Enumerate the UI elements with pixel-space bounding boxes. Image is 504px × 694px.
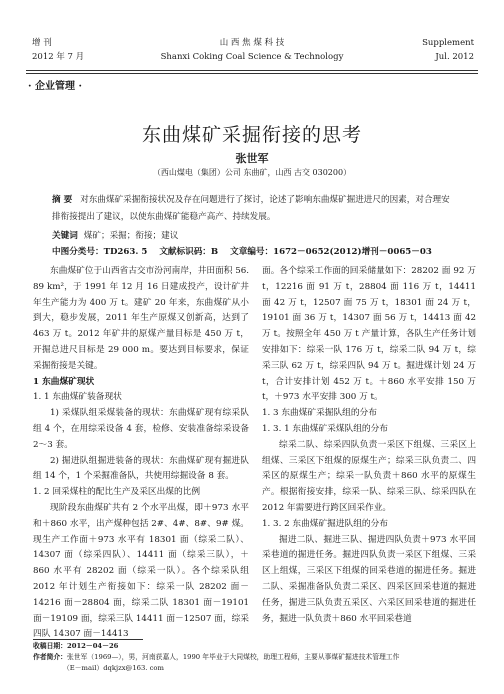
keywords-label: 关键词 xyxy=(52,231,78,241)
journal-name-en: Shanxi Coking Coal Science & Technology xyxy=(160,52,344,62)
author-affiliation: （西山煤电（集团）公司 东曲矿，山西 古交 030200） xyxy=(152,168,352,177)
section-heading: 1. 2 回采煤柱的配比生产及采区出煤的比例 xyxy=(33,487,201,498)
author-name: 张世军 xyxy=(235,152,269,165)
issue-date: 2012 年 7 月 xyxy=(32,52,85,62)
article-number: 文章编号：1672－0652(2012)增刊－0065－03 xyxy=(230,247,432,257)
body-paragraph: 现阶段东曲煤矿共有 2 个水平出煤，即＋973 水平和＋860 水平，出产煤种包括 2#、4#、8#、9# 煤。现生产工作面＋973 水平有 18301 面（综采二队）、14307 面（综采四队）、14411 面（综采三队），＋860 水平有 28202 面（综采一队）。各个综采队组 2012 年计划生产衔接如下：综采一队 28202 面－14216 面－28804 面，综采二队 18301 面－19101 面－19109 面，综采三队 14411 面－12507 面，综采四队 14307 面－14413 xyxy=(33,502,249,640)
abstract xyxy=(52,192,458,226)
body-right-column xyxy=(262,264,476,627)
body-paragraph: 2) 掘进队组掘进装备的现状：东曲煤矿现有掘进队组 14 个，1 个采掘准备队，共使用综掘设备 8 套。 xyxy=(33,455,249,482)
keywords-text: 煤矿；采掘；衔接；建议 xyxy=(83,231,179,241)
issue-info-en xyxy=(422,36,474,64)
section-heading: 1 东曲煤矿现状 xyxy=(33,376,95,387)
body-left-column xyxy=(33,264,249,643)
author-bio-label: 作者简介： xyxy=(33,653,67,661)
header-rule-thin xyxy=(26,73,478,74)
section-heading: 1. 1 东曲煤矿装备现状 xyxy=(33,392,122,403)
supplement-label: Supplement xyxy=(422,38,474,48)
article-title: 东曲煤矿采掘衔接的思考 xyxy=(141,124,362,146)
body-paragraph: 1) 采煤队组采煤装备的现状：东曲煤矿现有综采队组 4 个，在用综采设备 4 套，检修、安装准备综采设备 2～3 套。 xyxy=(33,408,249,450)
journal-name xyxy=(26,36,478,64)
abstract-text: 对东曲煤矿采掘衔接状况及存在问题进行了探讨，论述了影响东曲煤矿掘进进尺的因素，对合理安排衔接提出了建议，以使东曲煤矿能稳产高产、持续发展。 xyxy=(52,195,450,222)
document-code: 文献标识码：B xyxy=(159,247,219,257)
section-heading: 1. 3 东曲煤矿采掘队组的分布 xyxy=(262,408,377,419)
section-label: · 企业管理 · xyxy=(28,81,82,92)
author-bio: 张世军（1969—），男，河南获嘉人，1990 年毕业于大同煤校，助理工程师，主要从事煤矿掘进技术管理工作 xyxy=(66,653,400,661)
issue-label: 增 刊 xyxy=(32,38,52,48)
body-paragraph: 综采二队、综采四队负责一采区下组煤、三采区上组煤、三采区下组煤的原煤生产；综采三队负责二、四采区的原煤生产；综采一队负责＋860 水平的原煤生产。根据衔接安排，综采一队、综采三队、综采四队在 2012 年需要进行跨区回采作业。 xyxy=(262,439,476,513)
body-paragraph: 面。各个综采工作面的回采储量如下：28202 面 92 万 t，12216 面 91 万 t，28804 面 116 万 t，14411 面 42 万 t，12507 面 75 万 t，18301 面 24 万 t，19101 面 36 万 t，14307 面 56 万 t，14413 面 42 万 t。按照全年 450 万 t 产量计算，各队生产任务计划安排如下：综采一队 176 万 t，综采二队 94 万 t，综采三队 62 万 t，综采四队 94 万 t。掘进煤计划 24 万 t，合计安排计划 452 万 t。＋860 水平安排 150 万 t，＋973 水平安排 300 万 t。 xyxy=(262,266,476,403)
body-paragraph: 掘进二队、掘进三队、掘进四队负责＋973 水平回采巷道的掘进任务。掘进四队负责一采区下组煤、三采区上组煤，三采区下组煤的回采巷道的掘进任务。掘进二队、采掘准备队负责二采区、四采区回采巷道的掘进任务，掘进三队负责五采区、六采区回采巷道的掘进任务，掘进一队负责＋860 水平回采巷道 xyxy=(262,534,476,624)
author-email: （E－mail）dqkjzx@163. com xyxy=(63,664,164,672)
classification xyxy=(52,245,450,257)
keywords xyxy=(52,229,178,241)
body-paragraph: 东曲煤矿位于山西省古交市汾河南岸，井田面积 56. 89 km²，于 1991 年 12 月 16 日建成投产，设计矿井年生产能力为 400 万 t。建矿 20 年来，东曲煤矿从小到大，稳步发展，2011 年生产原煤又创新高，达到了 463 万 t。2012 年矿井的原煤产量目标是 450 万 t，开掘总进尺目标是 29 000 m。要达到目标要求，保证采掘衔接是关键。 xyxy=(33,266,250,371)
page-header xyxy=(26,36,478,70)
clc-number: 中图分类号：TD263. 5 xyxy=(52,247,148,257)
header-rule-thick xyxy=(26,70,478,71)
footnote-rule xyxy=(33,639,143,640)
journal-name-cn: 山 西 焦 煤 科 技 xyxy=(219,38,285,48)
section-heading: 1. 3. 2 东曲煤矿掘进队组的分布 xyxy=(262,518,388,529)
received-date: 收稿日期：2012－04－26 xyxy=(33,642,119,650)
abstract-label: 摘 要 xyxy=(52,195,73,205)
issue-date-en: Jul. 2012 xyxy=(435,52,474,62)
footnote xyxy=(33,641,478,674)
section-heading: 1. 3. 1 东曲煤矿采煤队组的分布 xyxy=(262,423,388,434)
